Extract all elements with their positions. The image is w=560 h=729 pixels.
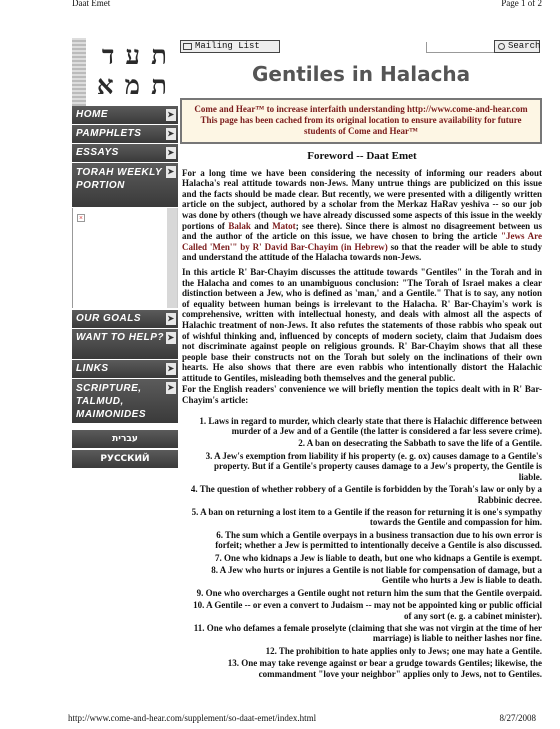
arrow-icon: ➤: [167, 110, 175, 119]
cache-notice: Come and Hear™ to increase interfaith understanding http://www.come-and-hear.com This page has been cached from its original location to ensure availability for future students of Come and Hear™: [180, 98, 542, 144]
sidebar-item-links[interactable]: [72, 360, 178, 378]
sidebar-item-want-to-help[interactable]: [72, 329, 178, 359]
foreword-paragraph-1: [182, 168, 542, 263]
list-item: 1. Laws in regard to murder, which clearly state that there is Halachic difference between murder of a Jew and of a Gentile (the latter is considered a far less severe crime).: [199, 415, 542, 437]
language-hebrew-button[interactable]: עברית: [72, 430, 178, 448]
site-logo[interactable]: [72, 38, 178, 106]
sidebar-item-essays[interactable]: [72, 144, 178, 162]
list-item: 9. One who overcharges a Gentile ought not return him the sum that the Gentile overpaid.: [196, 587, 542, 598]
arrow-icon: ➤: [167, 148, 175, 157]
list-item: 4. The question of whether robbery of a Gentile is forbidden by the Torah's law or only by a Rabbinic decree.: [190, 484, 542, 505]
print-header: [0, 0, 560, 12]
sidebar-item-label: LINKS: [76, 363, 109, 374]
main-content: [182, 150, 542, 681]
sidebar-item-label: WANT TO HELP?: [76, 332, 164, 343]
sidebar-item-label: PAMPHLETS: [76, 128, 142, 139]
arrow-icon: ➤: [167, 333, 175, 342]
print-url: http://www.come-and-hear.com/supplement/so-daat-emet/index.html: [68, 713, 317, 723]
sidebar: [72, 38, 178, 470]
list-item: 2. A ban on desecrating the Sabbath to save the life of a Gentile.: [298, 438, 542, 449]
sidebar-item-label: TORAH WEEKLY PORTION: [76, 167, 163, 191]
arrow-icon: ➤: [167, 129, 175, 138]
list-item: 10. A Gentile -- or even a convert to Judaism -- may not be appointed king or public official of any sort (e. g. a cabinet minister).: [193, 600, 542, 621]
foreword-title: Foreword -- Daat Emet: [307, 150, 417, 162]
sidebar-item-our-goals[interactable]: [72, 310, 178, 328]
sidebar-item-home[interactable]: [72, 106, 178, 124]
frame-scrollbar[interactable]: [167, 208, 177, 308]
arrow-icon: ➤: [167, 364, 175, 373]
sidebar-item-label: ESSAYS: [76, 147, 119, 158]
text-span: For a long time we have been considering the necessity of informing our readers about Halacha's real attitude towards non-Jews. Many untrue things are publicized on this issue and the facts should be made clear. But recently, we were presented with a diligently written article on the subject, authored by a scholar from the Merkaz HaRav yeshiva -- so our job was done by others (though we have already discussed some aspects of this issue in the weekly portions of: [182, 167, 542, 231]
mailing-list-button[interactable]: [180, 40, 280, 53]
foreword-paragraph-2: In this article R' Bar-Chayim discusses the attitude towards "Gentiles" in the Torah and in the Halacha and comes to an unambiguous conclusion: "The Torah of Israel makes a clear distinction between a Jew, who is defined as 'man,' and a Gentile." That is to say, any notion of equality between human beings is irrelevant to the Halacha. R' Bar-Chayim's work is comprehensive, written with intellectual honesty, and deals with almost all the aspects of Halachic treatment of non-Jews. It also refutes the statements of those rabbis who speak out of wishful thinking and, influenced by concepts of modern society, claim that Judaism does not discriminate against people on religious grounds. R' Bar-Chayim shows that all these people base their constructs not on the Torah but solely on the inclinations of their own hearts. He also shows that there are even rabbis who intentionally distort the Halachic attitude to Gentiles, misleading both themselves and the general public.: [182, 266, 542, 383]
link-matot[interactable]: Matot: [272, 220, 296, 231]
sidebar-item-label: SCRIPTURE, TALMUD, MAIMONIDES: [76, 383, 146, 420]
logo-stripe: [72, 38, 86, 106]
print-page-number: Page 1 of 2: [501, 0, 542, 8]
search-button[interactable]: [494, 40, 540, 53]
sidebar-item-label: OUR GOALS: [76, 313, 142, 324]
list-item: 13. One may take revenge against or bear a grudge towards Gentiles; likewise, the commandment "love your neighbor" applies only to Jews, not to Gentiles.: [227, 658, 542, 679]
list-item: 8. A Jew who hurts or injures a Gentile is not liable for compensation of damage, but a Gentile who hurts a Jew is liable to death.: [211, 564, 542, 586]
arrow-icon: ➤: [167, 314, 175, 323]
envelope-icon: [183, 43, 192, 50]
link-article[interactable]: "Jews Are Called 'Men'" by R' David Bar-Chayim (in Hebrew): [182, 231, 542, 252]
logo-text-bottom: ת מ א: [96, 71, 168, 101]
print-date: 8/27/2008: [499, 713, 536, 723]
topics-list: [182, 416, 542, 679]
print-footer: [0, 709, 560, 729]
arrow-icon: ➤: [167, 383, 175, 392]
mailing-list-label: Mailing List: [195, 41, 260, 51]
arrow-icon: ➤: [167, 167, 175, 176]
top-toolbar: [180, 40, 540, 56]
list-item: 6. The sum which a Gentile overpays in a business transaction due to his own error is forfeit; whether a Jew is permitted to intentionally deceive a Gentile is also discussed.: [215, 529, 542, 551]
list-item: 7. One who kidnaps a Jew is liable to death, but one who kidnaps a Gentile is exempt.: [214, 552, 542, 563]
text-span: ; see there). Since there is almost no disagreement between us and the author of the article on this issue, we have chosen to bring the article: [182, 220, 542, 242]
list-item: 11. One who defames a female proselyte (claiming that she was not virgin at the time of her marriage) is liable to neither lashes nor fine.: [193, 622, 542, 644]
broken-image-frame: [72, 208, 178, 308]
logo-text-top: ת ע ד: [101, 41, 168, 71]
search-input[interactable]: [426, 42, 496, 53]
list-item: 3. A Jew's exemption from liability if his property (e. g. ox) causes damage to a Gentile's property. But if a Gentile's property causes damage to a Jew's property, the Gentile is liable.: [205, 450, 542, 482]
search-icon: [498, 43, 505, 50]
text-span: so that the reader will be able to study and understand the attitude of the Halacha towards non-Jews.: [182, 241, 542, 263]
broken-image-icon: ×: [77, 214, 85, 222]
foreword-paragraph-3: For the English readers' convenience we will briefly mention the topics dealt with in R' Bar-Chayim's article:: [182, 384, 542, 406]
link-balak[interactable]: Balak: [228, 220, 251, 231]
sidebar-item-torah-weekly-portion[interactable]: [72, 163, 178, 207]
list-item: 12. The prohibition to hate applies only to Jews; one may hate a Gentile.: [265, 645, 542, 656]
print-site-name: Daat Emet: [72, 0, 111, 8]
sidebar-item-pamphlets[interactable]: [72, 125, 178, 143]
search-label: Search: [508, 41, 541, 51]
page-title: Gentiles in Halacha: [252, 62, 471, 86]
language-russian-button[interactable]: РУССКИЙ: [72, 450, 178, 468]
sidebar-item-scripture[interactable]: [72, 379, 178, 423]
list-item: 5. A ban on returning a lost item to a Gentile if the reason for returning it is one's sympathy towards the Gentile and compassion for him.: [191, 506, 542, 528]
text-span: and: [250, 220, 273, 231]
sidebar-item-label: HOME: [76, 109, 108, 120]
